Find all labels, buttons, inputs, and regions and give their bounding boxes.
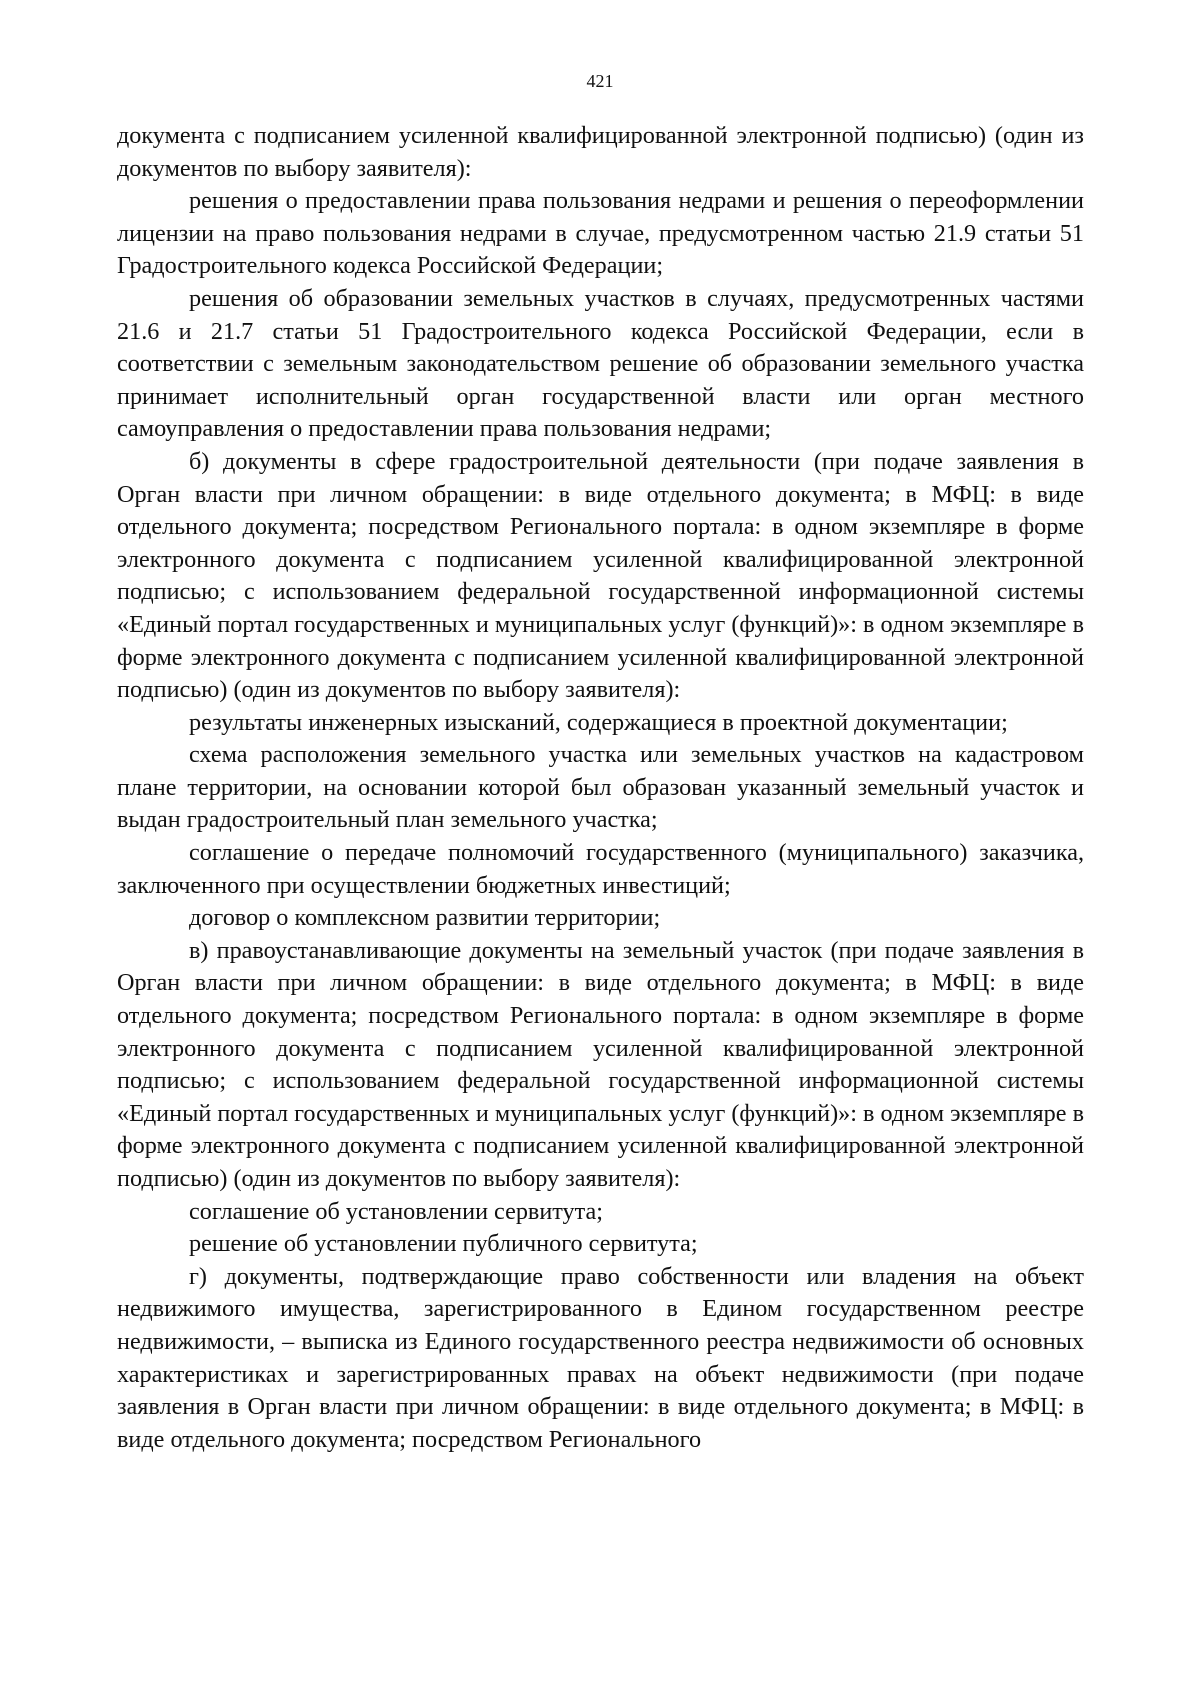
paragraph: в) правоустанавливающие документы на земельный участок (при подаче заявления в Орган власти при личном обращении: в виде отдельного документа; в МФЦ: в виде отдельного документа; посредством Регионального портала: в одном экземпляре в форме электронного документа с подписанием усиленной квалифицированной электронной подписью; с использованием федеральной государственной информационной системы «Единый портал государственных и муниципальных услуг (функций)»: в одном экземпляре в форме электронного документа с подписанием усиленной квалифицированной электронной подписью) (один из документов по выбору заявителя): (117, 936, 1084, 1192)
paragraph: решения об образовании земельных участков в случаях, предусмотренных частями 21.6 и 21.7 статьи 51 Градостроительного кодекса Российской Федерации, если в соответствии с земельным законодательством решение об образовании земельного участка принимает исполнительный орган государственной власти или орган местного самоуправления о предоставлении права пользования недрами; (117, 284, 1084, 443)
paragraph: решения о предоставлении права пользования недрами и решения о переоформлении лицензии на право пользования недрами в случае, предусмотренном частью 21.9 статьи 51 Градостроительного кодекса Российской Федерации; (117, 187, 1084, 280)
paragraph: соглашение об установлении сервитута; (189, 1197, 603, 1225)
paragraph: соглашение о передаче полномочий государственного (муниципального) заказчика, заключенного при осуществлении бюджетных инвестиций; (117, 839, 1084, 899)
paragraph: схема расположения земельного участка или земельных участков на кадастровом плане территории, на основании которой был образован указанный земельный участок и выдан градостроительный план земельного участка; (117, 741, 1084, 834)
paragraph: г) документы, подтверждающие право собственности или владения на объект недвижимого имущества, зарегистрированного в Едином государственном реестре недвижимости, – выписка из Единого государственного реестра недвижимости об основных характеристиках и зарегистрированных правах на объект недвижимости (при подаче заявления в Орган власти при личном обращении: в виде отдельного документа; в МФЦ: в виде отдельного документа; посредством Регионального (117, 1262, 1084, 1453)
paragraph: договор о комплексном развитии территории; (189, 904, 661, 932)
paragraph: решение об установлении публичного сервитута; (189, 1230, 698, 1258)
paragraph: б) документы в сфере градостроительной деятельности (при подаче заявления в Орган власти при личном обращении: в виде отдельного документа; в МФЦ: в виде отдельного документа; посредством Регионального портала: в одном экземпляре в форме электронного документа с подписанием усиленной квалифицированной электронной подписью; с использованием федеральной государственной информационной системы «Единый портал государственных и муниципальных услуг (функций)»: в одном экземпляре в форме электронного документа с подписанием усиленной квалифицированной электронной подписью) (один из документов по выбору заявителя): (117, 447, 1084, 704)
paragraph: результаты инженерных изысканий, содержащиеся в проектной документации; (189, 708, 1008, 736)
document-body (117, 120, 1084, 1456)
page-number: 421 (586, 71, 614, 91)
paragraph: документа с подписанием усиленной квалифицированной электронной подписью) (один из документов по выбору заявителя): (117, 122, 1084, 182)
